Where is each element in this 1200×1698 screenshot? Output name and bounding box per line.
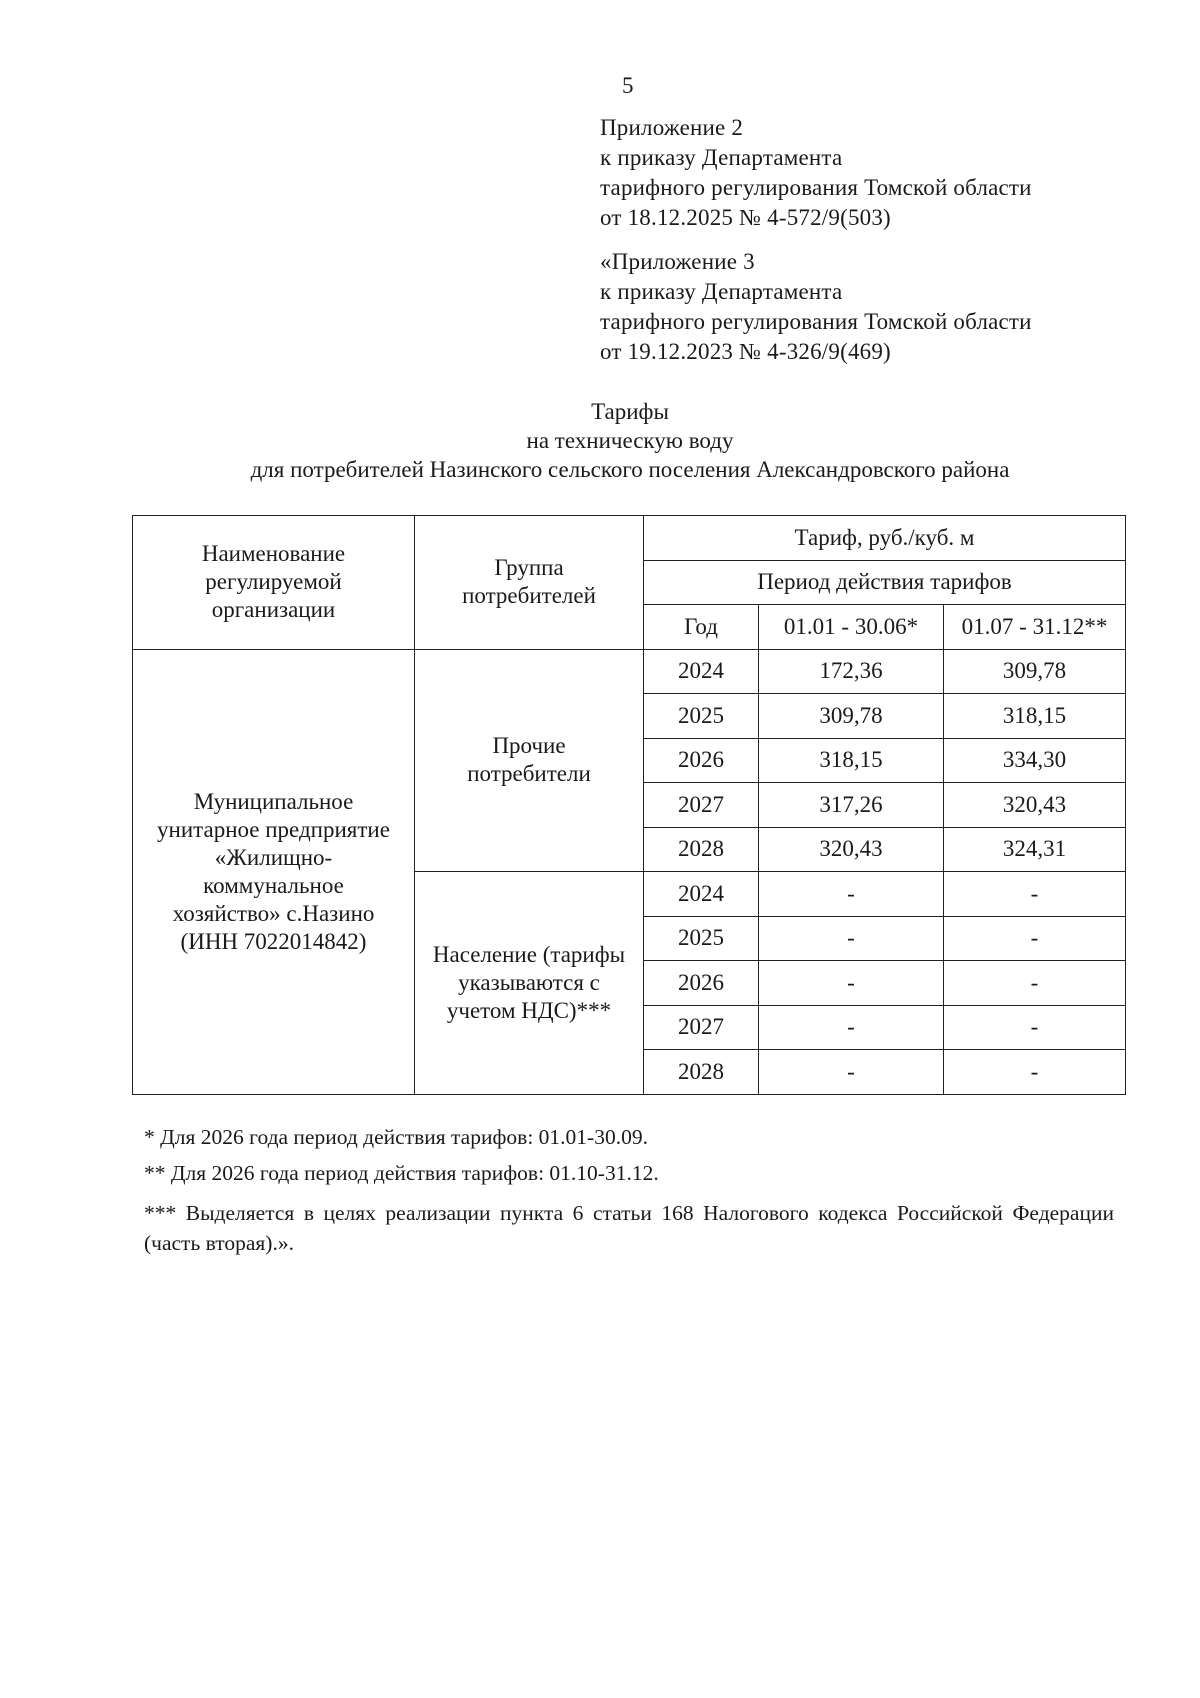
- header-text: Наименование: [201, 541, 346, 567]
- tariff-period-1-cell: -: [759, 1050, 944, 1095]
- header-group: [415, 516, 644, 650]
- organization-cell: [133, 649, 415, 1094]
- tariff-period-2-cell: 334,30: [944, 738, 1126, 783]
- tariff-period-1-cell: -: [759, 916, 944, 961]
- year-cell: 2028: [644, 827, 759, 872]
- footnote: ** Для 2026 года период действия тарифов: 01.10-31.12.: [144, 1161, 659, 1185]
- organization-text: «Жилищно-: [214, 844, 333, 870]
- group-cell: [415, 872, 644, 1095]
- year-cell: 2025: [644, 694, 759, 739]
- year-cell: 2026: [644, 738, 759, 783]
- tariff-period-2-cell: -: [944, 1050, 1126, 1095]
- tariff-period-2-cell: 309,78: [944, 649, 1126, 694]
- year-cell: 2027: [644, 783, 759, 828]
- tariff-period-2-cell: 324,31: [944, 827, 1126, 872]
- tariff-period-1-cell: 172,36: [759, 649, 944, 694]
- title-line: на техническую воду: [526, 428, 734, 453]
- tariff-period-2-cell: 320,43: [944, 783, 1126, 828]
- tariff-period-2-cell: -: [944, 1005, 1126, 1050]
- appendix-line: к приказу Департамента: [600, 145, 843, 170]
- appendix-line: Приложение 2: [600, 115, 744, 140]
- header-period-1: 01.01 - 30.06*: [759, 605, 944, 650]
- tariff-period-1-cell: -: [759, 872, 944, 917]
- tariff-table: [132, 515, 1126, 1095]
- header-text: организации: [211, 597, 336, 623]
- tariff-period-2-cell: -: [944, 872, 1126, 917]
- tariff-period-2-cell: -: [944, 961, 1126, 1006]
- organization-text: коммунальное: [203, 872, 344, 898]
- appendix-line: «Приложение 3: [600, 249, 755, 274]
- tariff-period-2-cell: -: [944, 916, 1126, 961]
- organization-text: унитарное предприятие: [157, 816, 390, 842]
- appendix-line: от 19.12.2023 № 4-326/9(469): [600, 339, 891, 364]
- tariff-period-1-cell: 317,26: [759, 783, 944, 828]
- group-text: потребители: [467, 761, 591, 787]
- year-cell: 2025: [644, 916, 759, 961]
- appendix-original-header: [600, 247, 1032, 367]
- organization-text: (ИНН 7022014842): [180, 928, 367, 954]
- tariff-period-1-cell: 309,78: [759, 694, 944, 739]
- header-text: Группа: [494, 555, 564, 581]
- organization-text: Муниципальное: [193, 788, 354, 814]
- page-number: 5: [622, 73, 634, 98]
- header-period: Период действия тарифов: [644, 560, 1126, 605]
- header-tariff: Тариф, руб./куб. м: [644, 516, 1126, 561]
- year-cell: 2027: [644, 1005, 759, 1050]
- year-cell: 2028: [644, 1050, 759, 1095]
- footnote: *** Выделяется в целях реализации пункта 6 статьи 168 Налогового кодекса Российской Федерации (часть вторая).».: [144, 1201, 1114, 1255]
- header-organization: [133, 516, 415, 650]
- tariff-period-1-cell: -: [759, 1005, 944, 1050]
- appendix-line: к приказу Департамента: [600, 279, 843, 304]
- document-title: [0, 397, 1200, 484]
- group-text: Население (тарифы: [432, 941, 626, 967]
- appendix-current-header: [600, 113, 1032, 233]
- title-line: для потребителей Назинского сельского поселения Александровского района: [250, 457, 1010, 482]
- header-period-2: 01.07 - 31.12**: [944, 605, 1126, 650]
- appendix-line: тарифного регулирования Томской области: [600, 309, 1032, 334]
- year-cell: 2024: [644, 872, 759, 917]
- year-cell: 2026: [644, 961, 759, 1006]
- group-text: указываются с: [458, 969, 600, 995]
- group-text: учетом НДС)***: [446, 997, 612, 1023]
- organization-text: хозяйство» с.Назино: [172, 900, 375, 926]
- group-text: Прочие: [492, 733, 566, 759]
- title-line: Тарифы: [591, 399, 669, 424]
- tariff-period-1-cell: 320,43: [759, 827, 944, 872]
- header-row: [133, 516, 1126, 561]
- header-year: Год: [644, 605, 759, 650]
- tariff-period-1-cell: -: [759, 961, 944, 1006]
- table-row: [133, 649, 1126, 694]
- group-cell: [415, 649, 644, 872]
- tariff-period-1-cell: 318,15: [759, 738, 944, 783]
- footnotes: [144, 1122, 1114, 1264]
- appendix-line: от 18.12.2025 № 4-572/9(503): [600, 205, 891, 230]
- tariff-period-2-cell: 318,15: [944, 694, 1126, 739]
- footnote: * Для 2026 года период действия тарифов: 01.01-30.09.: [144, 1125, 648, 1149]
- appendix-line: тарифного регулирования Томской области: [600, 175, 1032, 200]
- header-text: потребителей: [462, 583, 596, 609]
- header-text: регулируемой: [205, 569, 342, 595]
- year-cell: 2024: [644, 649, 759, 694]
